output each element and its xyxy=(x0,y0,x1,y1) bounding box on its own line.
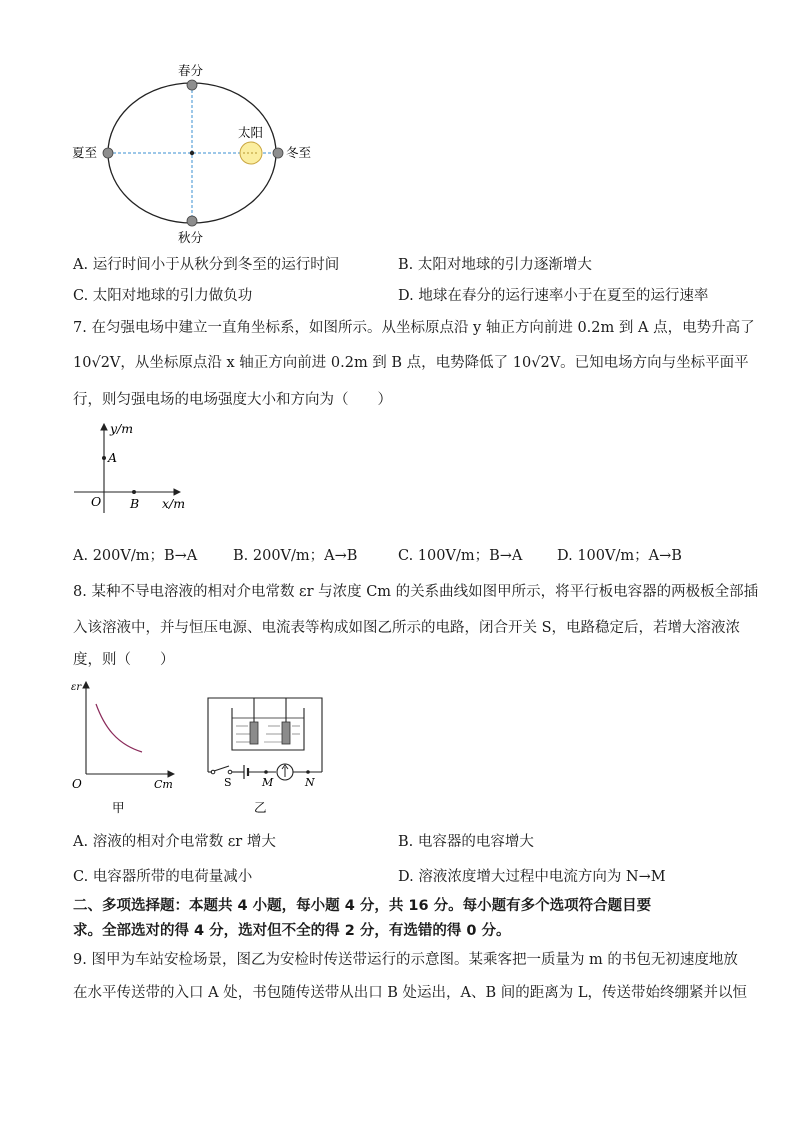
q8-jia-x-label: Cm xyxy=(154,778,173,791)
earth-winter-icon xyxy=(273,148,283,158)
section2-heading-line2: 求。全部选对的得 4 分，选对但不全的得 2 分，有选错的得 0 分。 xyxy=(73,923,511,939)
q8-beaker xyxy=(232,708,304,750)
q7-x-label: x/m xyxy=(162,496,186,511)
q8-figure-yi xyxy=(196,688,336,816)
orbit-figure xyxy=(60,55,340,250)
q8-option-c: C. 电容器所带的电荷量减小 xyxy=(73,869,253,885)
q8-option-b: B. 电容器的电容增大 xyxy=(398,834,534,850)
earth-summer-icon xyxy=(103,148,113,158)
q7-coordinate-figure xyxy=(68,418,198,518)
q7-option-b: B. 200V/m；A→B xyxy=(233,548,358,564)
label-spring: 春分 xyxy=(178,63,204,78)
orbit-center-dot xyxy=(190,151,194,155)
q8-jia-origin: O xyxy=(72,777,82,791)
q7-stem-line1: 7. 在匀强电场中建立一直角坐标系，如图所示。从坐标原点沿 y 轴正方向前进 0.2m 到 A 点，电势升高了 xyxy=(73,320,755,336)
q8-yi-caption: 乙 xyxy=(254,800,267,815)
q7-option-a: A. 200V/m；B→A xyxy=(73,548,198,564)
q8-stem-line1: 8. 某种不导电溶液的相对介电常数 εr 与浓度 Cm 的关系曲线如图甲所示，将平行板电容器的两极板全部插 xyxy=(73,584,759,600)
q7-point-b xyxy=(132,490,136,494)
q8-jia-y-label: εr xyxy=(71,682,82,693)
label-sun: 太阳 xyxy=(238,125,264,140)
label-winter: 冬至 xyxy=(286,145,312,160)
label-autumn: 秋分 xyxy=(178,230,204,245)
q8-n-label: N xyxy=(305,776,315,789)
q6-option-a: A. 运行时间小于从秋分到冬至的运行时间 xyxy=(73,257,340,273)
q8-plate-right xyxy=(282,722,290,744)
q7-a-label: A xyxy=(108,450,118,465)
q8-stem-line2: 入该溶液中，并与恒压电源、电流表等构成如图乙所示的电路，闭合开关 S，电路稳定后，若增大溶液浓 xyxy=(73,620,741,636)
earth-autumn-icon xyxy=(187,216,197,226)
q8-figure-jia xyxy=(66,676,186,816)
q6-option-b: B. 太阳对地球的引力逐渐增大 xyxy=(398,257,592,273)
section2-heading-line1: 二、多项选择题：本题共 4 小题，每小题 4 分，共 16 分。每小题有多个选项符合题目要 xyxy=(73,898,652,914)
q7-b-label: B xyxy=(130,496,140,511)
earth-spring-icon xyxy=(187,80,197,90)
q8-jia-caption: 甲 xyxy=(112,800,125,815)
q7-point-a xyxy=(102,456,106,460)
q8-stem-line3: 度，则（ ） xyxy=(73,652,175,668)
q7-y-label: y/m xyxy=(110,421,134,436)
q8-option-d: D. 溶液浓度增大过程中电流方向为 N→M xyxy=(398,869,666,885)
q8-switch xyxy=(214,766,229,771)
q7-origin-label: O xyxy=(91,494,102,509)
label-summer: 夏至 xyxy=(72,145,98,160)
q8-plate-left xyxy=(250,722,258,744)
q9-stem-line1: 9. 图甲为车站安检场景，图乙为安检时传送带运行的示意图。某乘客把一质量为 m 的书包无初速度地放 xyxy=(73,952,738,968)
q8-option-a: A. 溶液的相对介电常数 εr 增大 xyxy=(73,834,276,850)
q7-stem-line2: 10√2V，从坐标原点沿 x 轴正方向前进 0.2m 到 B 点，电势降低了 10√2V。已知电场方向与坐标平面平 xyxy=(73,355,749,371)
q7-option-d: D. 100V/m；A→B xyxy=(557,548,682,564)
q9-stem-line2: 在水平传送带的入口 A 处，书包随传送带从出口 B 处运出，A、B 间的距离为 L，传送带始终绷紧并以恒 xyxy=(73,985,748,1001)
q8-m-label: M xyxy=(262,776,274,789)
q6-option-c: C. 太阳对地球的引力做负功 xyxy=(73,288,253,304)
q6-option-d: D. 地球在春分的运行速率小于在夏至的运行速率 xyxy=(398,288,709,304)
q8-permittivity-curve xyxy=(96,704,142,752)
q7-option-c: C. 100V/m；B→A xyxy=(398,548,523,564)
q7-stem-line3: 行，则匀强电场的电场强度大小和方向为（ ） xyxy=(73,392,392,408)
q8-switch-label: S xyxy=(224,776,232,789)
